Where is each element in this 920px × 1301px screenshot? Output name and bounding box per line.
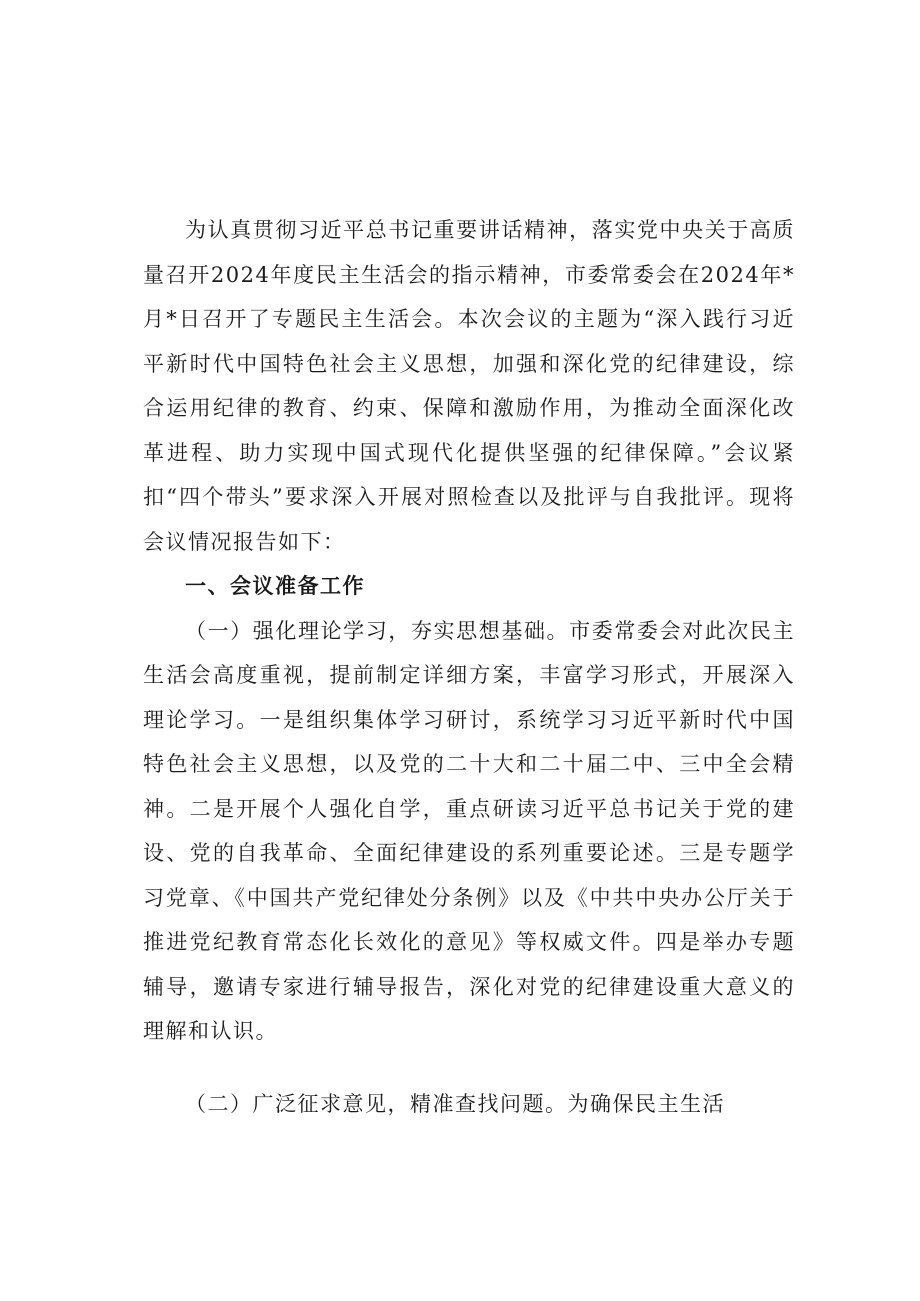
- section-1-2-paragraph: （二）广泛征求意见，精准查找问题。为确保民主生活: [185, 1091, 725, 1116]
- intro-paragraph: 为认真贯彻习近平总书记重要讲话精神，落实党中央关于高质量召开2024年度民主生活会的指示精神，市委常委会在2024年*月*日召开了专题民主生活会。本次会议的主题为“深入践行习近平新时代中国特色社会主义思想，加强和深化党的纪律建设，综合运用纪律的教育、约束、保障和激励作用，为推动全面深化改革进程、助力实现中国式现代化提供坚强的纪律保障。”会议紧扣“四个带头”要求深入开展对照检查以及批评与自我批评。现将会议情况报告如下：: [143, 218, 795, 554]
- section-heading-meeting-preparation: 一、会议准备工作: [185, 574, 365, 598]
- section-1-1-paragraph: （一）强化理论学习，夯实思想基础。市委常委会对此次民主生活会高度重视，提前制定详细方案，丰富学习形式，开展深入理论学习。一是组织集体学习研讨，系统学习习近平新时代中国特色社会主义思想，以及党的二十大和二十届二中、三中全会精神。二是开展个人强化自学，重点研读习近平总书记关于党的建设、党的自我革命、全面纪律建设的系列重要论述。三是专题学习党章、《中国共产党纪律处分条例》以及《中共中央办公厅关于推进党纪教育常态化长效化的意见》等权威文件。四是举办专题辅导，邀请专家进行辅导报告，深化对党的纪律建设重大意义的理解和认识。: [143, 618, 795, 1043]
- document-body: [143, 208, 795, 1126]
